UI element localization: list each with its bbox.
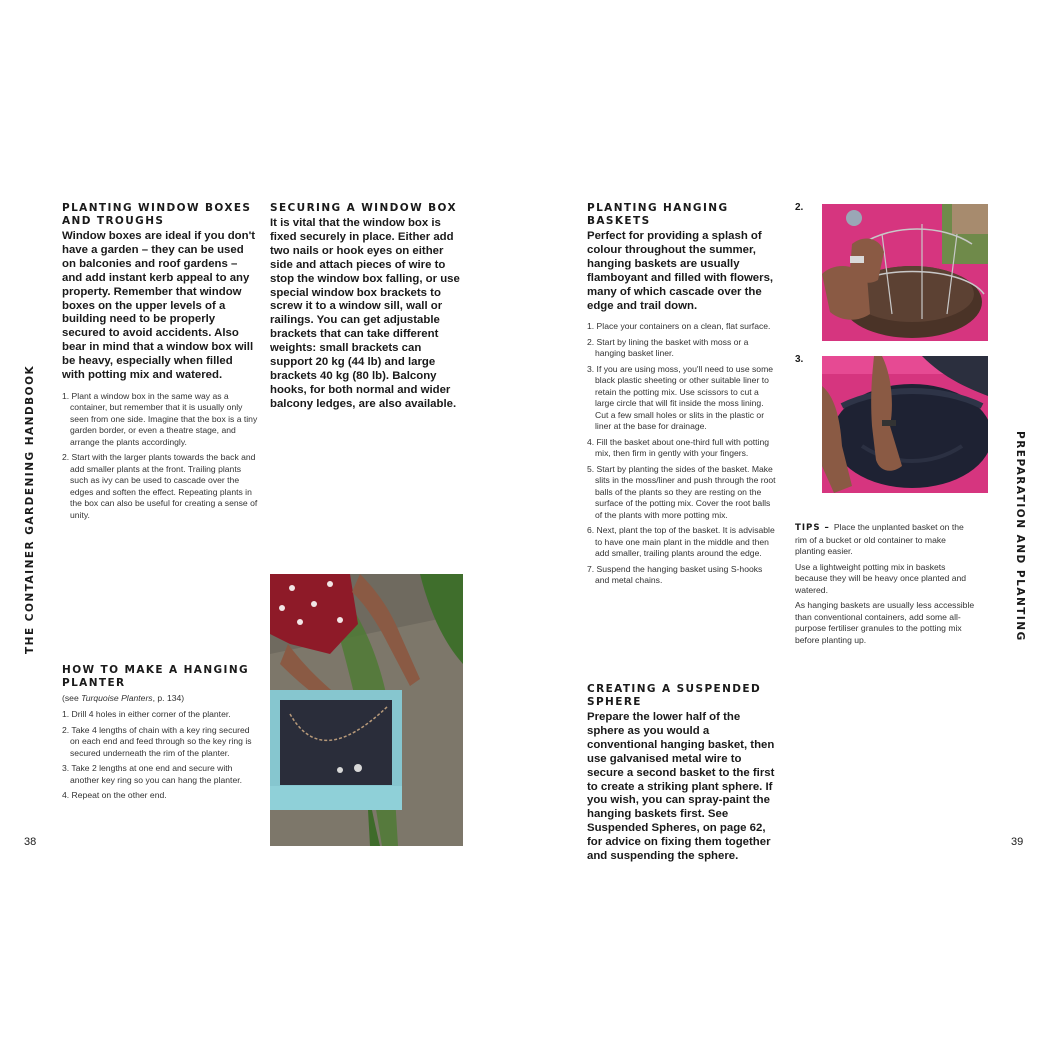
list-item: 1. Drill 4 holes in either corner of the planter. [62, 709, 231, 719]
left-page-number: 38 [24, 836, 37, 848]
securing-section [270, 202, 464, 412]
list-item: 2. Start with the larger plants towards the back and add smaller plants at the front. Trailing plants such as ivy can be used to cascade over the edges and soften the effect. Repeating plants in the box can also be useful for creating a sense of unity. [62, 452, 258, 520]
hanging-planter-steps [62, 709, 258, 802]
hanging-planter-photo [270, 574, 463, 846]
cross-reference: (see Turquoise Planters, p. 134) [62, 693, 185, 703]
hanging-planter-section [62, 664, 258, 806]
securing-heading: SECURING A WINDOW BOX [270, 202, 458, 214]
hanging-planter-heading: HOW TO MAKE A HANGING PLANTER [62, 664, 250, 689]
suspended-sphere-section [587, 683, 779, 864]
securing-intro: It is vital that the window box is fixed securely in place. Either add two nails or hook eyes on either side and attach pieces of wire to stop the window box falling, or use special window box brackets to screw it to a window sill, wall or railings. You can get adjustable brackets that can take different weights: small brackets can support 20 kg (44 lb) and large brackets 40 kg (80 lb). Balcony hooks, for both normal and wider balcony ledges, are also available. [270, 217, 460, 410]
list-item: 3. If you are using moss, you'll need to use some black plastic sheeting or other suitable liner to retain the potting mix. Use scissors to cut a large circle that will fit inside the moss lining. Cut a few small holes or slits in the plastic or liner at the base for drainage. [587, 363, 774, 432]
window-boxes-steps [62, 391, 258, 522]
list-item: 1. Place your containers on a clean, flat surface. [587, 321, 771, 332]
photo-step-2-label: 2. [795, 202, 804, 213]
photo-step-3-label: 3. [795, 354, 804, 365]
step-2-photo [822, 204, 988, 341]
tip-item: As hanging baskets are usually less accessible than conventional containers, add some all-purpose fertiliser granules to the potting mix before planting up. [795, 600, 975, 645]
list-item: 2. Start by lining the basket with moss or a hanging basket liner. [587, 336, 749, 359]
suspended-sphere-heading: CREATING A SUSPENDED SPHERE [587, 683, 762, 708]
hanging-baskets-steps [587, 321, 779, 587]
list-item: 4. Fill the basket about one-third full with potting mix, then firm in gently with your fingers. [587, 436, 770, 459]
window-boxes-section [62, 202, 258, 525]
window-boxes-intro: Window boxes are ideal if you don't have a garden – they can be used on balconies and roof gardens – and add instant kerb appeal to any property. Remember that window boxes on the upper levels of a building need to be properly secured to avoid accidents. Also bear in mind that a window box will be heavy, especially when filled with potting mix and watered. [62, 230, 256, 382]
list-item: 4. Repeat on the other end. [62, 790, 167, 800]
hanging-baskets-section [587, 202, 779, 591]
hanging-baskets-intro: Perfect for providing a splash of colour throughout the summer, hanging baskets are usually flamboyant and filled with flowers, many of which cascade over the edge and trail down. [587, 230, 774, 312]
list-item: 2. Take 4 lengths of chain with a key ring secured on each end and feed through so the key ring is secured underneath the rim of the planter. [62, 724, 252, 758]
tip-item: Use a lightweight potting mix in baskets because they will be heavy once planted and watered. [795, 561, 967, 595]
window-boxes-heading: PLANTING WINDOW BOXES AND TROUGHS [62, 202, 252, 227]
planter-illustration [270, 574, 463, 846]
tips-section [795, 522, 975, 650]
basket-liner-illustration [822, 356, 988, 493]
left-running-head: THE CONTAINER GARDENING HANDBOOK [24, 364, 36, 654]
list-item: 3. Take 2 lengths at one end and secure with another key ring so you can hang the planter. [62, 763, 242, 785]
list-item: 5. Start by planting the sides of the basket. Make slits in the moss/liner and push through the root balls of the plants so they are resting on the surface of the potting mix. Cover the root balls of the plants with more potting mix. [587, 463, 776, 520]
tips-label: TIPS – [795, 523, 834, 533]
list-item: 6. Next, plant the top of the basket. It is advisable to have one main plant in the middle and then add smaller, trailing plants around the edge. [587, 525, 775, 559]
step-3-photo [822, 356, 988, 493]
suspended-sphere-intro: Prepare the lower half of the sphere as you would a conventional hanging basket, then use galvanised metal wire to secure a second basket to the first to create a striking plant sphere. If you wish, you can spray-paint the hanging baskets first. See Suspended Spheres, on page 62, for advice on fixing them together and suspending the sphere. [587, 711, 775, 863]
right-running-head: PREPARATION AND PLANTING [1014, 431, 1026, 642]
hanging-baskets-heading: PLANTING HANGING BASKETS [587, 202, 729, 227]
tip-item: TIPS – Place the unplanted basket on the rim of a bucket or old container to make planting easier. [795, 522, 964, 556]
list-item: 1. Plant a window box in the same way as a container, but remember that it is usually only seen from one side. Imagine that the box is a tiny garden border, or even a theatre stage, and arrange the plants accordingly. [62, 390, 258, 447]
right-page-number: 39 [1011, 836, 1024, 848]
basket-soil-illustration [822, 204, 988, 341]
list-item: 7. Suspend the hanging basket using S-hooks and metal chains. [587, 563, 763, 586]
